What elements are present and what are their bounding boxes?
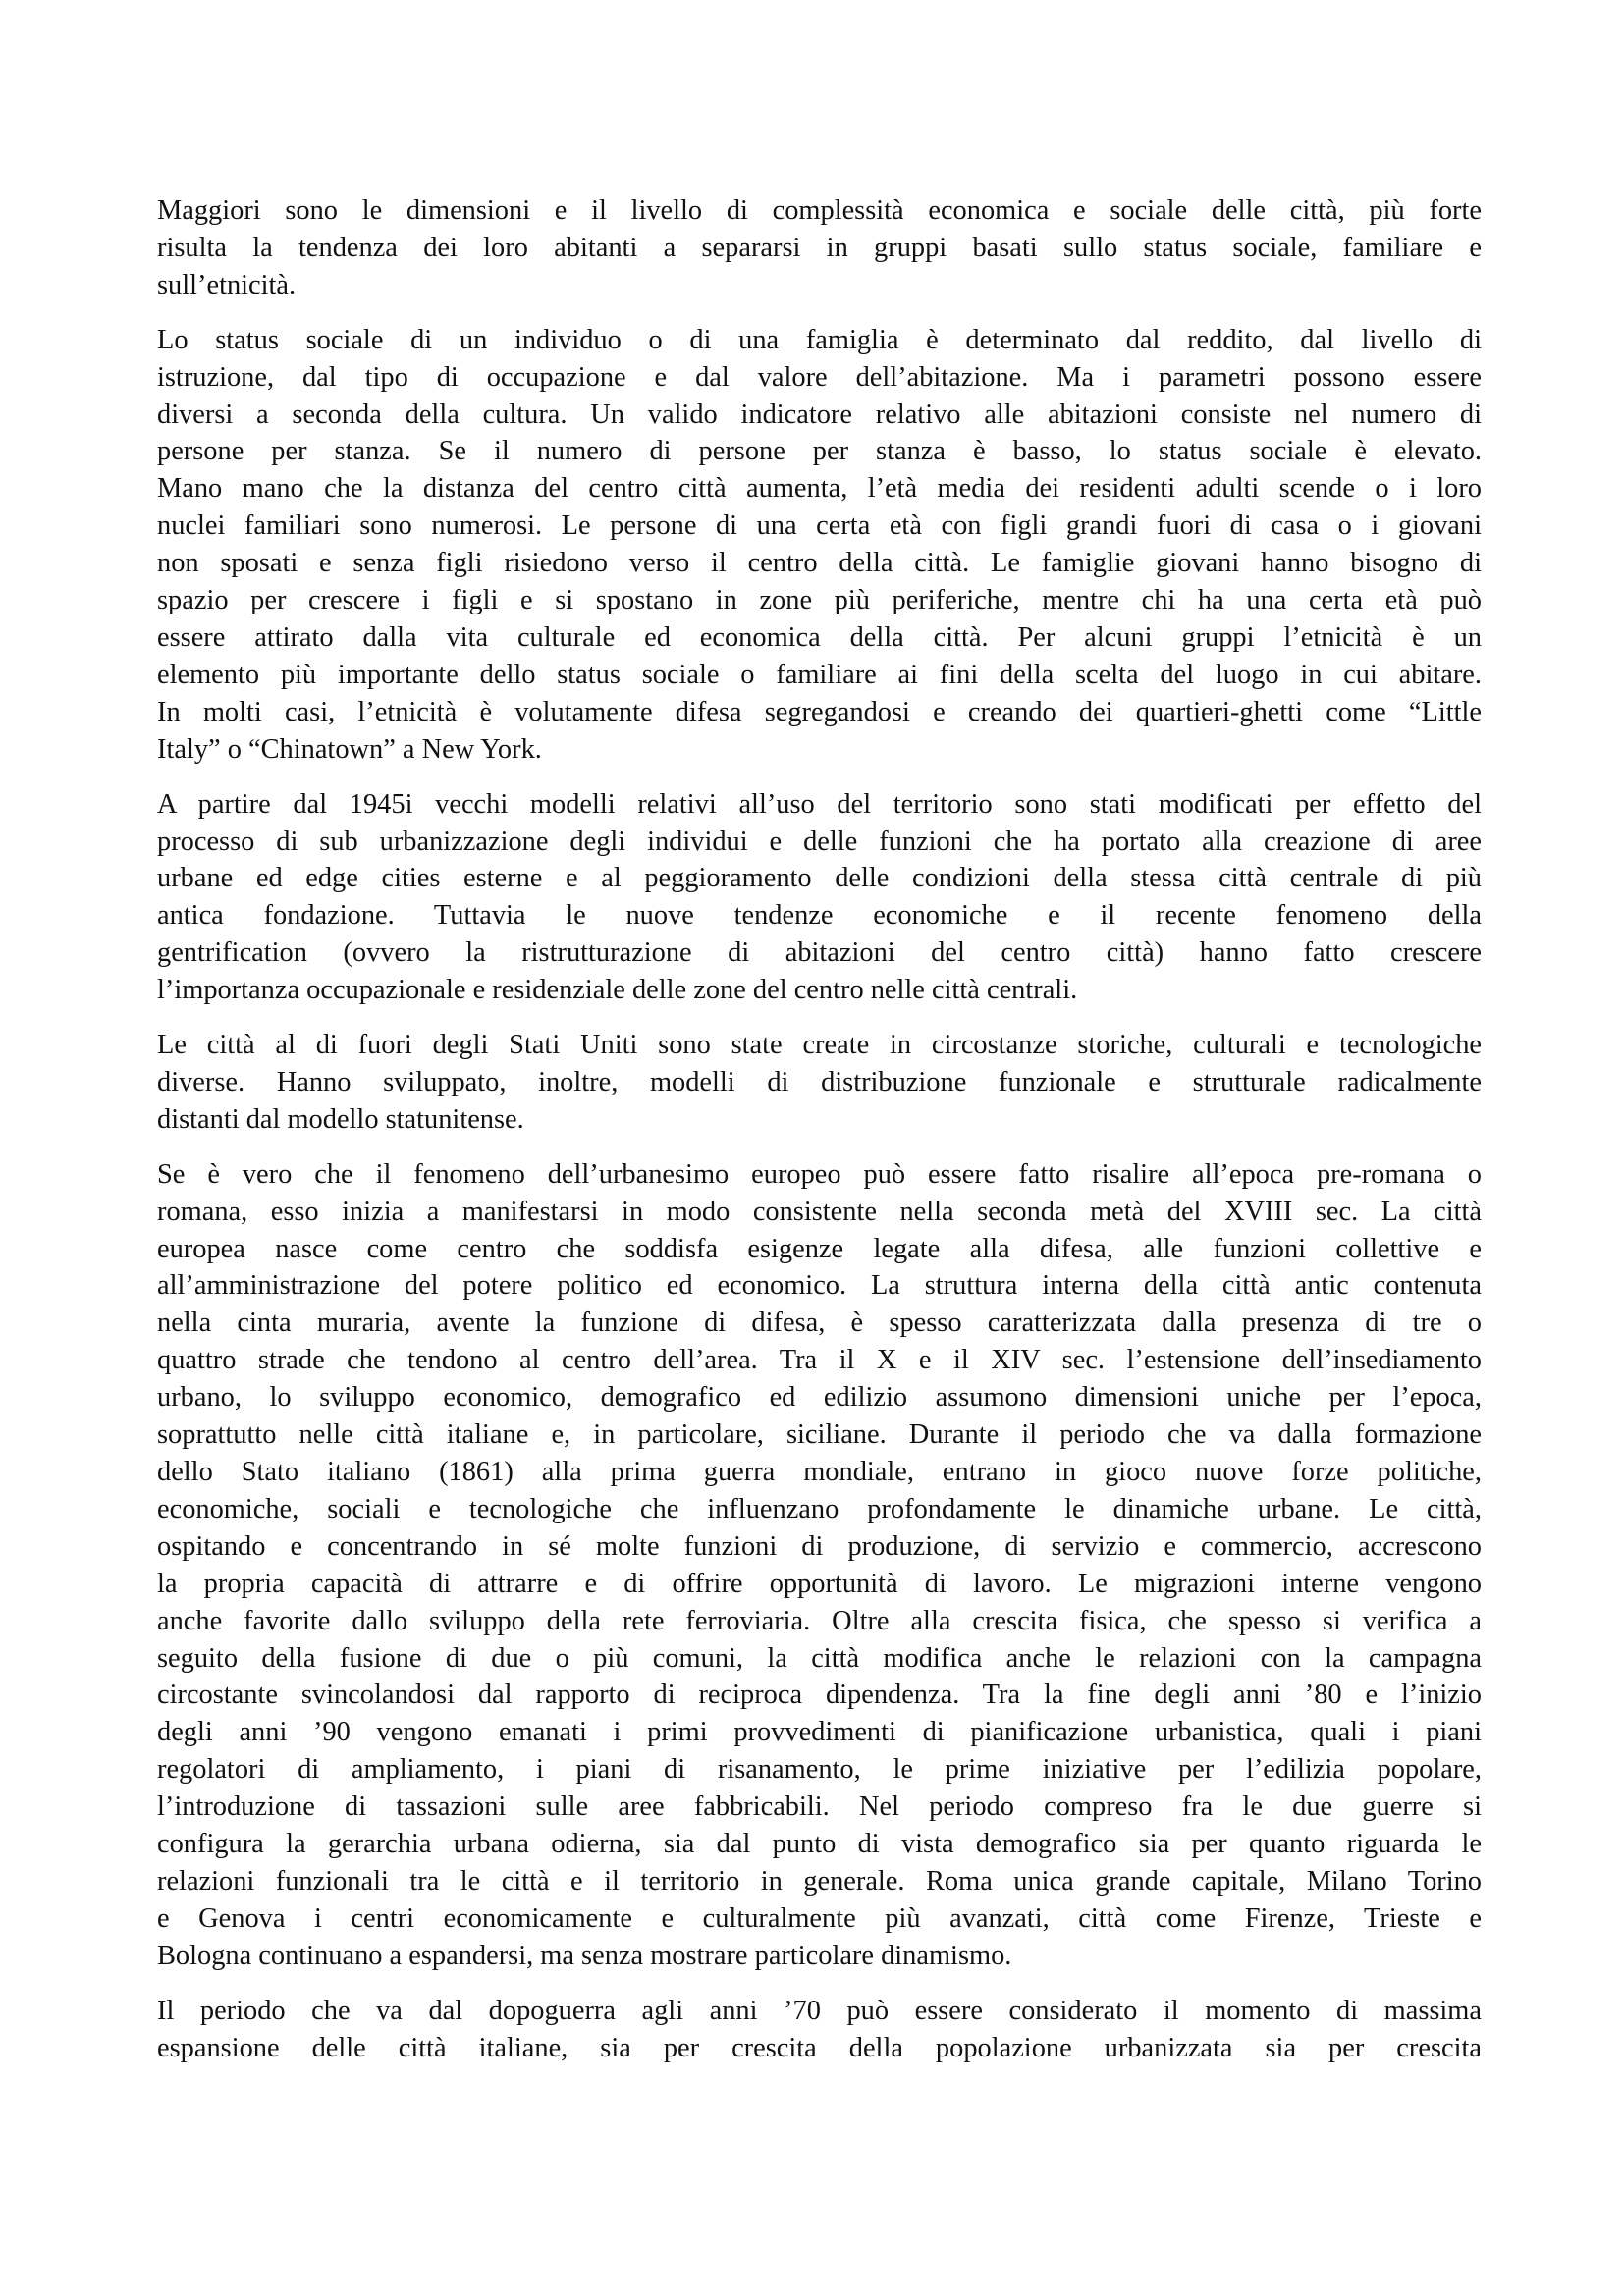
text-line: l’introduzione di tassazioni sulle aree fabbricabili. Nel periodo compreso fra le due guerre si [157, 1791, 1482, 1823]
text-line: relazioni funzionali tra le città e il territorio in generale. Roma unica grande capitale, Milano Torino [157, 1865, 1482, 1896]
text-line: non sposati e senza figli risiedono verso il centro della città. Le famiglie giovani hanno bisogno di [157, 548, 1482, 579]
text-line: gentrification (ovvero la ristrutturazione di abitazioni del centro città) hanno fatto crescere [157, 937, 1482, 969]
text-line: espansione delle città italiane, sia per crescita della popolazione urbanizzata sia per crescita [157, 2032, 1482, 2063]
paragraph [157, 1993, 1482, 2067]
text-line: Il periodo che va dal dopoguerra agli anni ’70 può essere considerato il momento di massima [157, 1995, 1482, 2026]
text-line: Lo status sociale di un individuo o di una famiglia è determinato dal reddito, dal livello di [157, 324, 1482, 355]
text-line: processo di sub urbanizzazione degli individui e delle funzioni che ha portato alla creazione di aree [157, 826, 1482, 857]
text-line: persone per stanza. Se il numero di persone per stanza è basso, lo status sociale è elevato. [157, 436, 1482, 467]
text-line: circostante svincolandosi dal rapporto di reciproca dipendenza. Tra la fine degli anni ’80 e l’inizio [157, 1680, 1482, 1711]
paragraph [157, 1027, 1482, 1139]
text-line: Italy” o “Chinatown” a New York. [157, 733, 542, 765]
text-line: l’importanza occupazionale e residenziale delle zone del centro nelle città centrali. [157, 975, 1078, 1006]
text-line: distanti dal modello statunitense. [157, 1103, 524, 1135]
text-line: sull’etnicità. [157, 269, 297, 300]
text-line: configura la gerarchia urbana odierna, sia dal punto di vista demografico sia per quanto riguarda le [157, 1829, 1482, 1860]
text-line: spazio per crescere i figli e si spostano in zone più periferiche, mentre chi ha una certa età può [157, 585, 1482, 616]
text-line: istruzione, dal tipo di occupazione e dal valore dell’abitazione. Ma i parametri possono essere [157, 361, 1482, 393]
text-line: antica fondazione. Tuttavia le nuove tendenze economiche e il recente fenomeno della [157, 900, 1482, 932]
text-line: regolatori di ampliamento, i piani di risanamento, le prime iniziative per l’edilizia popolare, [157, 1754, 1482, 1786]
text-line: all’amministrazione del potere politico ed economico. La struttura interna della città antic contenuta [157, 1270, 1482, 1302]
text-line: essere attirato dalla vita culturale ed economica della città. Per alcuni gruppi l’etnicità è un [157, 621, 1482, 653]
text-line: Bologna continuano a espandersi, ma senza mostrare particolare dinamismo. [157, 1940, 1012, 1971]
text-line: nuclei familiari sono numerosi. Le persone di una certa età con figli grandi fuori di casa o i giovani [157, 510, 1482, 542]
text-line: Se è vero che il fenomeno dell’urbanesimo europeo può essere fatto risalire all’epoca pre-romana o [157, 1158, 1482, 1190]
text-line: seguito della fusione di due o più comuni, la città modifica anche le relazioni con la campagna [157, 1642, 1482, 1674]
text-line: diverse. Hanno sviluppato, inoltre, modelli di distribuzione funzionale e strutturale radicalmente [157, 1066, 1482, 1097]
text-line: soprattutto nelle città italiane e, in particolare, siciliane. Durante il periodo che va dalla formazione [157, 1419, 1482, 1451]
text-line: economiche, sociali e tecnologiche che influenzano profondamente le dinamiche urbane. Le città, [157, 1493, 1482, 1524]
document-body [157, 192, 1482, 2067]
text-line: urbane ed edge cities esterne e al peggioramento delle condizioni della stessa città centrale di più [157, 863, 1482, 894]
paragraph [157, 322, 1482, 769]
text-line: europea nasce come centro che soddisfa esigenze legate alla difesa, alle funzioni collettive e [157, 1233, 1482, 1264]
paragraph [157, 192, 1482, 304]
text-line: dello Stato italiano (1861) alla prima guerra mondiale, entrano in gioco nuove forze politiche, [157, 1457, 1482, 1487]
paragraph [157, 1156, 1482, 1975]
text-line: romana, esso inizia a manifestarsi in modo consistente nella seconda metà del XVIII sec. La città [157, 1196, 1482, 1227]
text-line: In molti casi, l’etnicità è volutamente difesa segregandosi e creando dei quartieri-ghetti come “Little [157, 696, 1482, 727]
text-line: e Genova i centri economicamente e culturalmente più avanzati, città come Firenze, Trieste e [157, 1902, 1482, 1934]
text-line: Maggiori sono le dimensioni e il livello di complessità economica e sociale delle città, più forte [157, 195, 1482, 226]
text-line: degli anni ’90 vengono emanati i primi provvedimenti di pianificazione urbanistica, quali i piani [157, 1717, 1482, 1748]
text-line: anche favorite dallo sviluppo della rete ferroviaria. Oltre alla crescita fisica, che spesso si verifica a [157, 1605, 1482, 1636]
text-line: la propria capacità di attrarre e di offrire opportunità di lavoro. Le migrazioni interne vengono [157, 1568, 1482, 1599]
text-line: diversi a seconda della cultura. Un valido indicatore relativo alle abitazioni consiste nel numero di [157, 399, 1482, 430]
text-line: ospitando e concentrando in sé molte funzioni di produzione, di servizio e commercio, accrescono [157, 1530, 1482, 1562]
text-line: risulta la tendenza dei loro abitanti a separarsi in gruppi basati sullo status sociale, familiare e [157, 232, 1482, 263]
text-line: Mano mano che la distanza del centro città aumenta, l’età media dei residenti adulti scende o i loro [157, 473, 1482, 505]
text-line: Le città al di fuori degli Stati Uniti sono state create in circostanze storiche, culturali e tecnologiche [157, 1030, 1482, 1061]
text-line: elemento più importante dello status sociale o familiare ai fini della scelta del luogo in cui abitare. [157, 659, 1482, 690]
text-line: urbano, lo sviluppo economico, demografico ed edilizio assumono dimensioni uniche per l’epoca, [157, 1382, 1482, 1414]
text-line: A partire dal 1945i vecchi modelli relativi all’uso del territorio sono stati modificati per effetto del [157, 788, 1482, 820]
paragraph [157, 786, 1482, 1009]
text-line: quattro strade che tendono al centro dell’area. Tra il X e il XIV sec. l’estensione dell’insediamento [157, 1345, 1482, 1376]
text-line: nella cinta muraria, avente la funzione di difesa, è spesso caratterizzata dalla presenza di tre o [157, 1308, 1482, 1339]
